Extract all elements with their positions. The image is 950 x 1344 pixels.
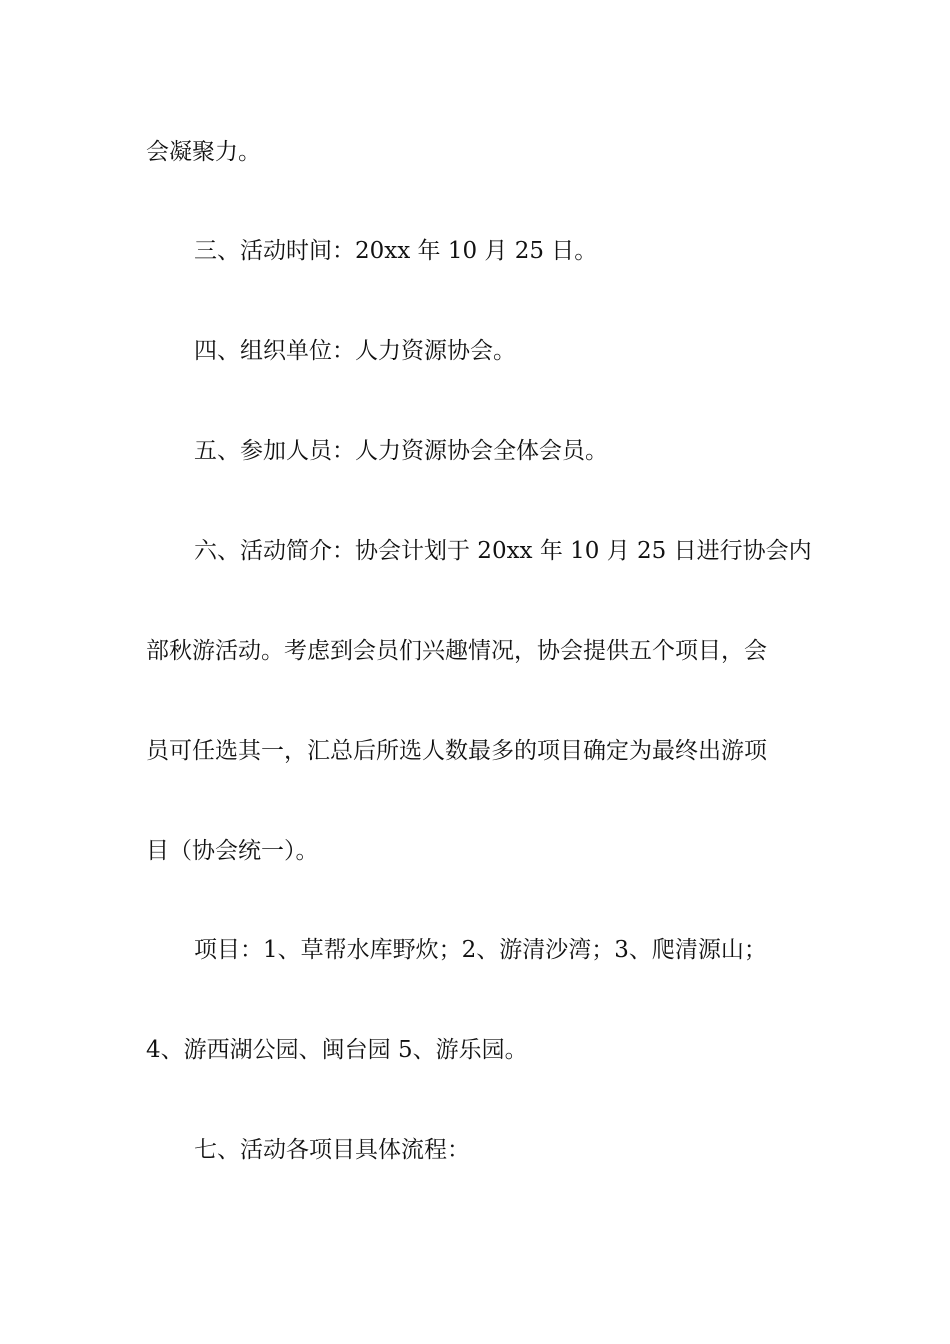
text-line-10: 4、游西湖公园、闽台园 5、游乐园。 — [146, 1037, 528, 1063]
text-line-7: 员可任选其一，汇总后所选人数最多的项目确定为最终出游项 — [146, 738, 767, 764]
text-line-1: 会凝聚力。 — [146, 139, 261, 165]
text-line-6: 部秋游活动。考虑到会员们兴趣情况，协会提供五个项目，会 — [146, 638, 767, 664]
text-line-5: 六、活动简介：协会计划于 20xx 年 10 月 25 日进行协会内 — [194, 538, 812, 564]
text-line-8: 目（协会统一）。 — [146, 838, 319, 864]
text-line-4: 五、参加人员：人力资源协会全体会员。 — [194, 438, 608, 464]
text-line-2: 三、活动时间：20xx 年 10 月 25 日。 — [194, 238, 598, 264]
text-line-9: 项目：1、草帮水库野炊；2、游清沙湾；3、爬清源山； — [194, 937, 767, 963]
text-line-11: 七、活动各项目具体流程： — [194, 1137, 470, 1163]
text-line-3: 四、组织单位：人力资源协会。 — [194, 338, 516, 364]
